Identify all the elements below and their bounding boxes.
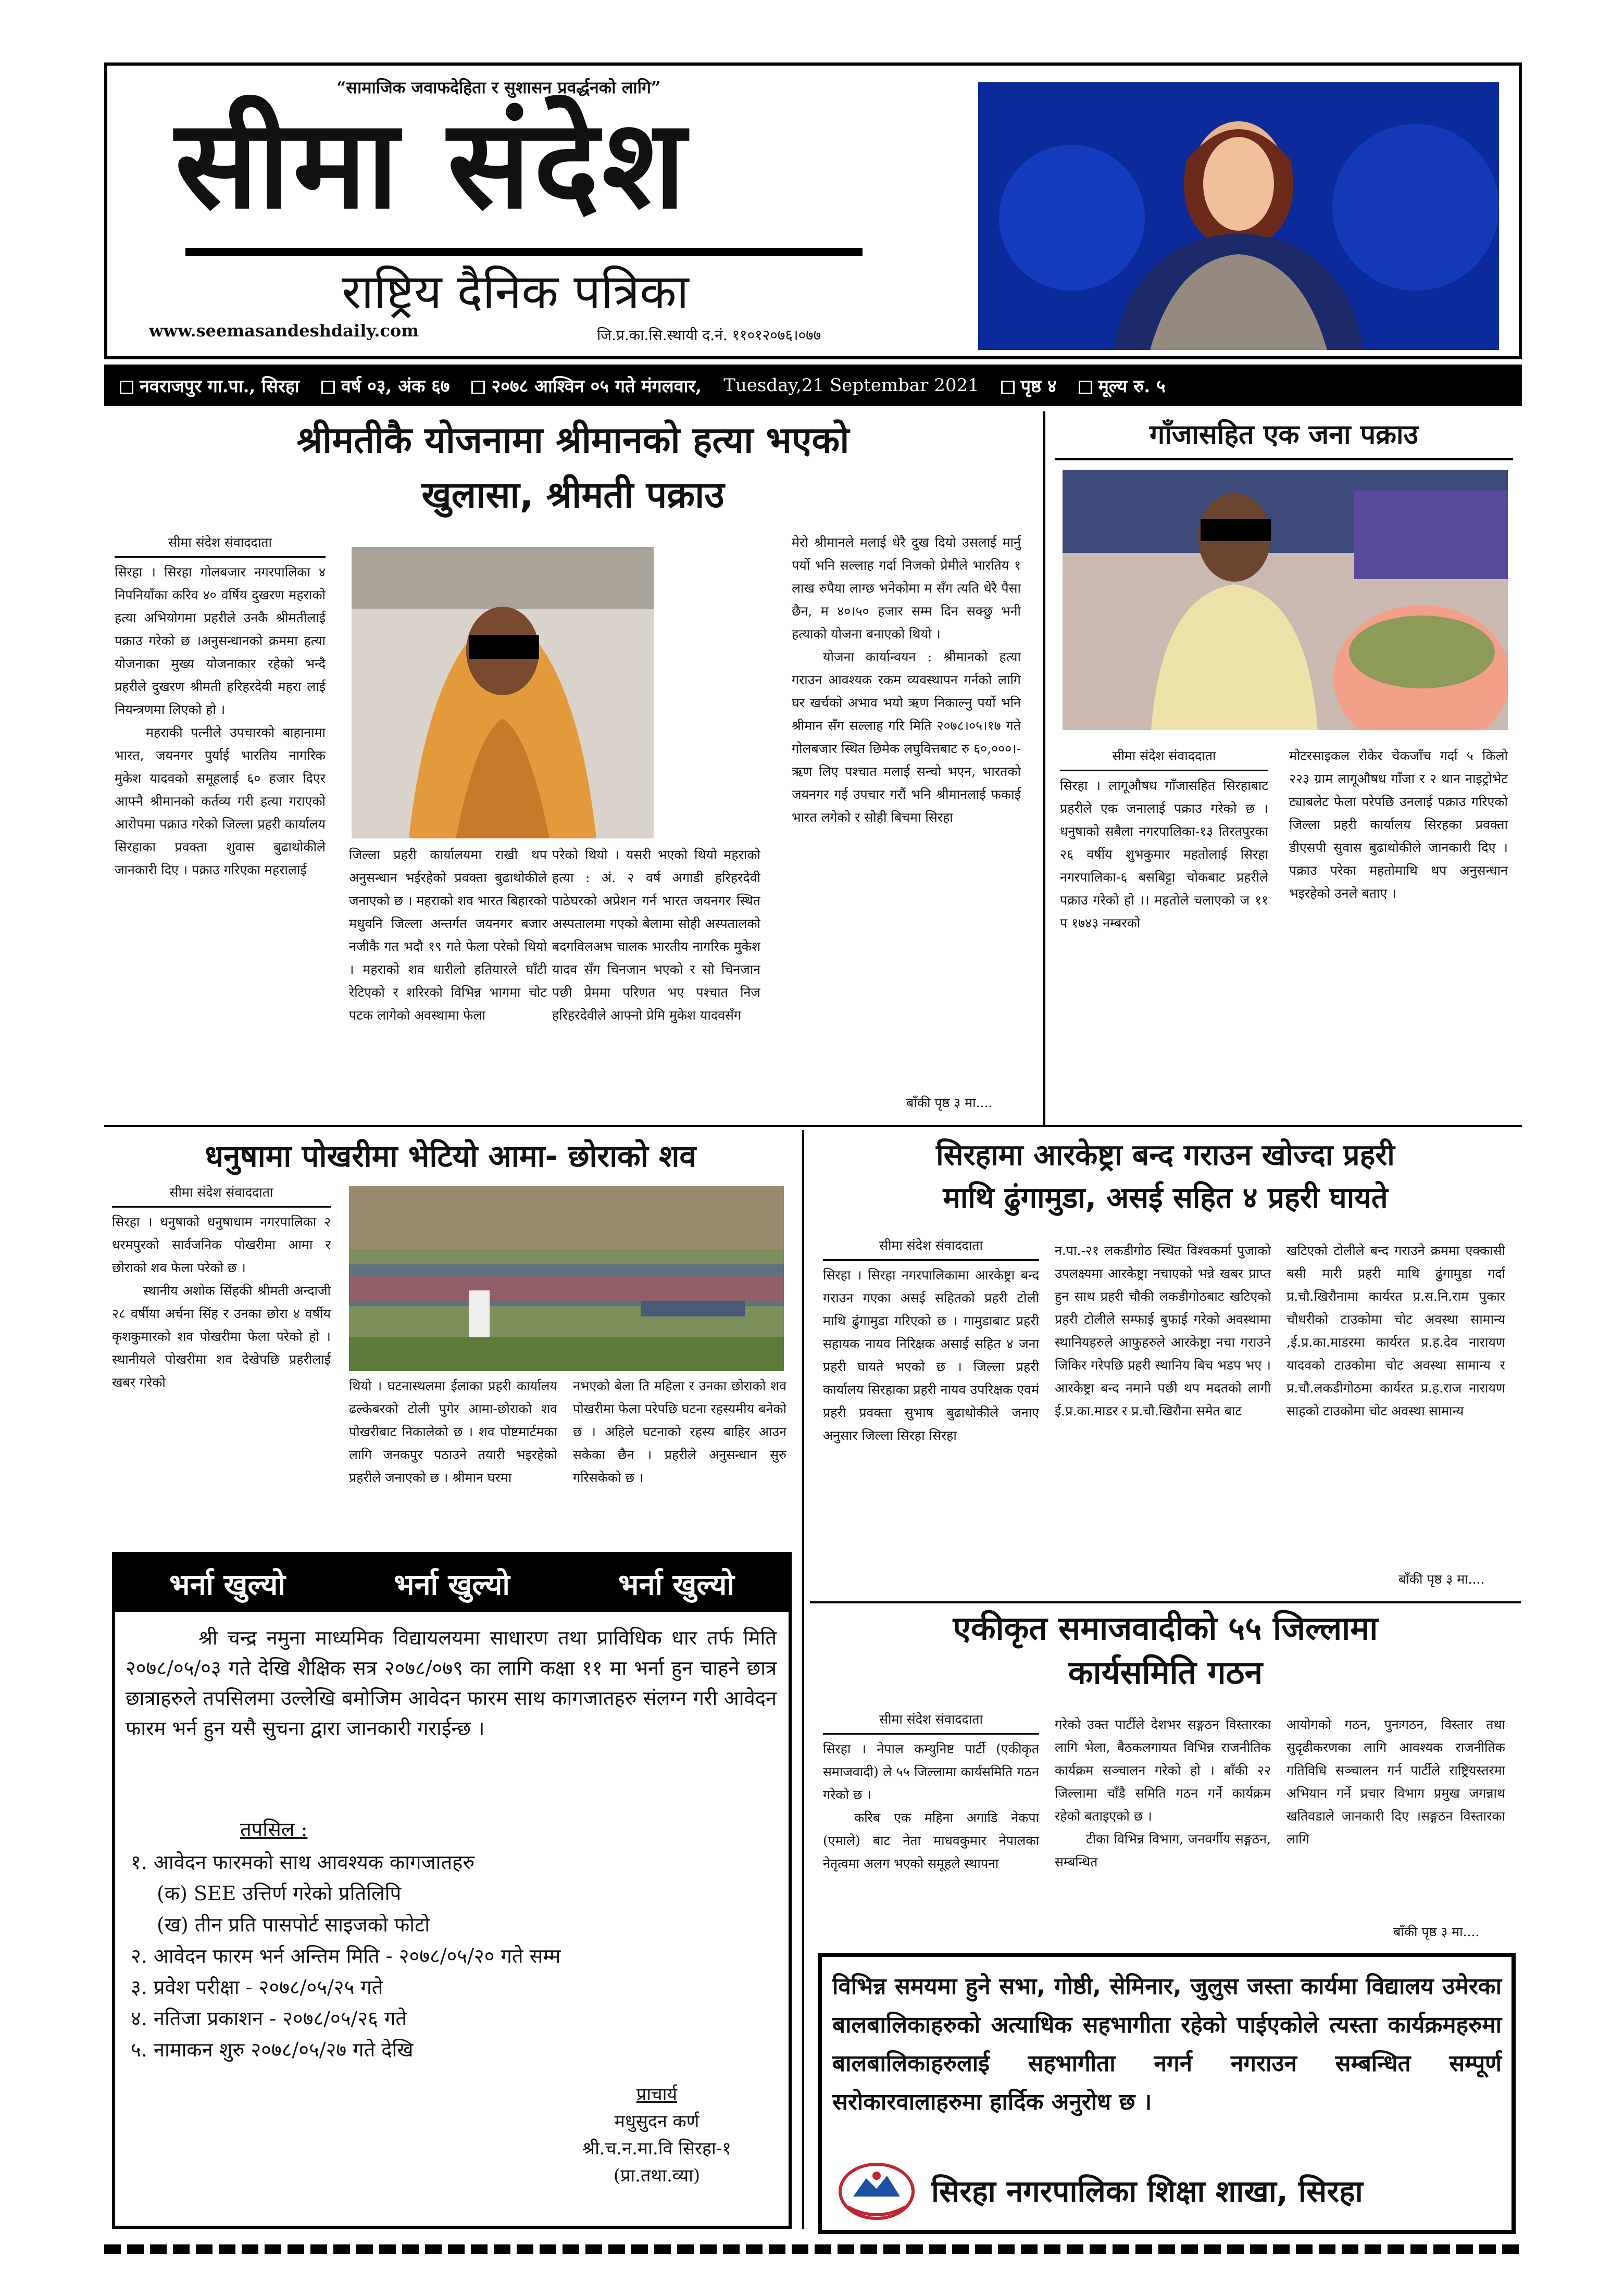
story2-headline: गाँजासहित एक जना पक्राउ [1149, 419, 1419, 450]
story3-col1b-text: स्थानीय अशोक सिंहकी श्रीमती अन्दाजी २८ वर्षीया अर्चना सिंह र उनका छोरा ४ वर्षीय कृशकुमारको शव पोखरीमा फेला परेको हो । स्थानीयले पोखरीमा शव देखेपछि प्रहरीलाई खबर गरेको [112, 1283, 331, 1390]
bottom-border [104, 2244, 1522, 2254]
story1-photo-censor [469, 635, 539, 659]
admission-tapsil: तपसिल : [240, 1818, 308, 1841]
story1-continued: बाँकी पृष्ठ ३ मा.... [906, 1095, 993, 1110]
story5-top-rule [810, 1601, 1521, 1603]
story1-col4 [792, 531, 1021, 1099]
admission-item-1b: (ख) तीन प्रति पासपोर्ट साइजको फोटो [157, 1913, 430, 1936]
story1-col1-text: सिरहा । सिरहा गोलबजार नगरपालिका ४ निपनियाँका करिव ४० वर्षिय दुखरण महराको हत्या अभियोगमा प्रहरीले उनकै श्रीमतीलाई पक्राउ गरेको छ ।अनुसन्धानको क्रममा हत्या योजनाका मुख्य योजनाकार रहेको भन्दै प्रहरीले दुखरण श्रीमती हरिहरदेवी महरा लाई नियन्त्रणमा लिएको हो । [115, 564, 326, 717]
story4-byline: सीमा संदेश संवाददाता [823, 1234, 1039, 1261]
admission-body: श्री चन्द्र नमुना माध्यमिक विद्यायलयमा साधारण तथा प्राविधिक धार तर्फ मिति २०७८/०५/०३ गते देखि शैक्षिक सत्र २०७८/०७९ का लागि कक्षा ११ मा भर्ना हुन चाहने छात्र छात्राहरुले तपसिलमा उल्लेखि बमोजिम आवेदन फारम साथ कागजातहरु संलग्न गरी आवेदन फारम भर्न हुन यसै सुचना द्वारा जानकारी गराईन्छ । [126, 1626, 777, 1740]
story3-photo [349, 1186, 784, 1371]
masthead-frame [104, 62, 1522, 359]
admission-item-3: ३. प्रवेश परीक्षा - २०७८/०५/२५ गते [131, 1976, 383, 1999]
story3-col3: नभएको बेला ति महिला र उनका छोराको शव पोखरीमा फेला परेपछि घटना रहस्यमीय बनेको छ । अहिले घटनाको रहस्य बाहिर आउन सकेका छैन । प्रहरीले अनुसन्धान सुरु गरिसकेको छ । [573, 1378, 786, 1485]
story4-col1 [823, 1234, 1039, 1594]
section-rule [104, 1125, 1522, 1127]
admission-header-2: भर्ना खुल्यो [394, 1568, 510, 1602]
signature-title: प्राचार्य [636, 2084, 678, 2105]
story5-headline-1: एकीकृत समाजवादीको ५५ जिल्लामा [953, 1609, 1378, 1647]
masthead-website[interactable]: www.seemasandeshdaily.com [149, 321, 419, 341]
datebar-location: नवराजपुर गा.पा., सिरहा [140, 376, 299, 397]
story-4 [810, 1130, 1521, 1599]
story4-continued: बाँकी पृष्ठ ३ मा.... [1398, 1572, 1485, 1587]
notice-footer: सिरहा नगरपालिका शिक्षा शाखा, सिरहा [931, 2174, 1363, 2209]
admission-header [115, 1555, 789, 1612]
story-1 [104, 411, 1042, 1120]
datebar-english-date: Tuesday,21 Septembar 2021 [723, 375, 979, 396]
story2-col1-text: सिरहा । लागूऔषध गाँजासहित सिरहाबाट प्रहरीले एक जनालाई पक्राउ गरेको छ । धनुषाको सबैला नगरपालिका-१३ तिरतपुरका २६ वर्षीय शुभकुमार महतोलाई सिरहा नगरपालिका-६ बसबिट्टा चोकबाट प्रहरीले पक्राउ गरेको हो ।। महतोले चलाएको ज ११ प १७४३ नम्बरको [1060, 778, 1268, 931]
story2-photo-censor [1201, 519, 1271, 541]
story1-col1b-text: महराकी पत्नीले उपचारको बाहानामा भारत, जयनगर पुर्याई भारतिय नागरिक मुकेश यादवको समूहलाई ६० हजार दिएर आफ्नै श्रीमानको कर्तव्य गरी हत्या गराएको आरोपमा पक्राउ गरेको जिल्ला प्रहरी कार्यालय सिरहाका प्रवक्ता शुवास बुढाथोकीले जानकारी दिए । पक्राउ गरिएका महरालाई [115, 725, 326, 877]
story2-col2: मोटरसाइकल रोकेर चेकजाँच गर्दा ५ किलो २२३ ग्राम लागूऔषध गाँजा र २ थान नाइट्रोभेट ट्याबलेट फेला परेपछि उनलाई पक्राउ गरिएको जिल्ला प्रहरी कार्यालय सिरहका प्रवक्ता डीएसपी सुवास बुढाथोकीले जानकारी दिए । पक्राउ परेका महतोमाथि थप अनुसन्धान भइरहेको उनले बताए । [1289, 748, 1508, 901]
story2-byline: सीमा संदेश संवाददाता [1060, 745, 1268, 771]
story3-col1 [112, 1181, 331, 1556]
story1-col4b-text: योजना कार्यान्वयन : श्रीमानको हत्या गराउन आवश्यक रकम व्यवस्थापन गर्नको लागि घर खर्चको अभाव भयो ऋण निकाल्नु पर्यो भनि श्रीमान सँग सल्लाह गरि मिति २०७८।०५।१७ गते गोलबजार स्थित छिमेक लघुवित्तबाट रु ६०,०००।- ऋण लिए पश्चात मलाई सन्चो भएन, भारतको जयनगर गई उपचार गरौं भनि श्रीमानलाई फकाई भारत लगेको र सोही बिचमा सिरहा [792, 649, 1021, 825]
story5-col1 [823, 1708, 1039, 1942]
admission-header-1: भर्ना खुल्यो [169, 1568, 285, 1602]
story1-col4-text: मेरो श्रीमानले मलाई धेरै दुख दियो उसलाई मार्नु पर्यो भनि सल्लाह गर्दा निजको प्रेमीले भारतिय १ लाख रुपैया लाग्छ भनेकोमा म सँग त्यति धेरै पैसा छैन, म ४०।५० हजार सम्म दिन सक्छु भनी हत्याको योजना बनाएको थियो । [792, 535, 1021, 642]
signature-school: श्री.च.न.मा.वि सिरहा-१ [582, 2138, 731, 2159]
story1-headline-1: श्रीमतीकै योजनामा श्रीमानको हत्या भएको [296, 419, 850, 461]
admission-ad [112, 1552, 792, 2229]
story4-headline-1: सिरहामा आरकेष्ट्रा बन्द गराउन खोज्दा प्रहरी [936, 1138, 1395, 1172]
story5-col2-text: गरेको उक्त पार्टीले देशभर सङ्गठन विस्तारका लागि भेला, बैठकलगायत विभिन्न राजनीतिक कार्यक्रम सञ्चालन गरेको हो । बाँकी २२ जिल्लामा चाँडै समिति गठन गर्ने कार्यक्रम रहेको बताइएको छ । [1055, 1717, 1271, 1824]
admission-signature [547, 2081, 766, 2189]
story1-col2: जिल्ला प्रहरी कार्यालयमा राखी थप अनुसन्धान भईरहेको प्रवक्ता बुढाथोकीले जनाएको छ । महराको शव भारत बिहारको मधुवनि जिल्ला अन्तर्गत जयनगर बजार नजीकै गत भदौ १९ गते फेला परेको थियो । महराको शव धारीलो हतियारले घाँटी रेटिएको र शरिरको विभिन्न भागमा चोट पटक लागेको अवस्थामा फेला [349, 847, 547, 1023]
admission-item-2: २. आवेदन फारम भर्न अन्तिम मिति - २०७८/०५/२० गते सम्म [131, 1944, 561, 1967]
masthead-title: सीमा संदेश [175, 93, 689, 236]
story1-byline: सीमा संदेश संवाददाता [115, 531, 326, 558]
story2-photo [1063, 470, 1508, 730]
date-bar [104, 365, 1522, 406]
story5-continued: बाँकी पृष्ठ ३ मा.... [1393, 1924, 1480, 1939]
masthead-slogan: “सामाजिक जवाफदेहिता र सुशासन प्रवर्द्धनको लागि” [336, 78, 661, 97]
signature-name: मधुसुदन कर्ण [614, 2111, 699, 2132]
municipality-logo [838, 2160, 916, 2223]
story3-headline: धनुषामा पोखरीमा भेटियो आमा- छोराको शव [205, 1138, 696, 1174]
column-divider-2 [802, 1130, 804, 2229]
story5-byline: सीमा संदेश संवाददाता [823, 1708, 1039, 1735]
story1-col1 [115, 531, 326, 1114]
datebar-nepali-date: २०७८ आश्विन ०५ गते मंगलवार, [491, 376, 702, 397]
story5-col1-text: सिरहा । नेपाल कम्युनिष्ट पार्टी (एकीकृत समाजवादी) ले ५५ जिल्लामा कार्यसमिति गठन गरेको छ । [823, 1741, 1039, 1802]
masthead-registration: जि.प्र.का.सि.स्थायी द.नं. ११०१२०७६।०७७ [597, 327, 821, 344]
notice-text: विभिन्न समयमा हुने सभा, गोष्ठी, सेमिनार, जुलुस जस्ता कार्यमा विद्यालय उमेरका बालबालिकाहरुको अत्याधिक सहभागीता रहेको पाईएकोले त्यस्ता कार्यक्रमहरुमा बालबालिकाहरुलाई सहभागीता नगर्न नगराउन सम्बन्धित सम्पूर्ण सरोकारवालाहरुमा हार्दिक अनुरोध छ । [832, 1973, 1502, 2115]
story4-col2: न.पा.-२१ लकडीगोठ स्थित विश्वकर्मा पुजाको उपलक्ष्यमा आरकेष्ट्रा नचाएको भन्ने खबर प्राप्त हुन साथ प्रहरी चौकी लकडीगोठबाट खटिएको प्रहरी टोलीले सम्फाई बुफाई गरेको अवस्थामा स्थानियहरुले आफुहरुले आरकेष्ट्रा नचा गराउने जिकिर गरेपछि प्रहरी स्थानिय बिच भडप भए । आरकेष्ट्रा बन्द नमाने पछी थप मदतको लागी ई.प्र.का.माडर र प्र.चौ.खिरौना समेत बाट [1055, 1243, 1271, 1419]
story5-col2 [1055, 1713, 1271, 1942]
story2-col1 [1060, 745, 1268, 1109]
story-2 [1050, 411, 1518, 1120]
admission-header-3: भर्ना खुल्यो [618, 1568, 734, 1602]
masthead-subtitle: राष्ट्रिय दैनिक पत्रिका [342, 264, 689, 320]
story5-col2b-text: टीका विभिन्न विभाग, जनवर्गीय सङ्गठन, सम्बन्धित [1055, 1831, 1271, 1870]
datebar-volume: वर्ष ०३, अंक ६७ [341, 376, 450, 397]
masthead-rule [185, 248, 863, 256]
signature-stream: (प्रा.तथा.व्या) [613, 2165, 701, 2186]
admission-items [131, 1847, 782, 2065]
story5-headline-2: कार्यसमिति गठन [1068, 1653, 1263, 1691]
story4-col3: खटिएको टोलीले बन्द गराउने क्रममा एक्कासी बसी मारी प्रहरी माथि ढुंगामुडा गर्दा प्र.चौ.खिरौनामा कार्यरत प्र.स.नि.राम पुकार चौधरीको टाउकोमा चोट अवस्था सामान्य ,ई.प्र.का.माडरमा कार्यरत प्र.ह.देव नारायण यादवको टाउकोमा चोट अवस्था सामान्य र प्र.चौ.लकडीगोठमा कार्यरत प्र.ह.राज नारायण साहको टाउकोमा चोट अवस्था सामान्य [1286, 1243, 1505, 1419]
story4-col1-text: सिरहा । सिरहा नगरपालिकामा आरकेष्ट्रा बन्द गराउन गएका असई सहितको प्रहरी टोली माथि ढुंगामुडा गरिएको छ । गामुडाबाट प्रहरी सहायक नायव निरिक्षक असाई सहित ४ जना प्रहरी घायते भएको छ । जिल्ला प्रहरी कार्यालय सिरहाका प्रहरी नायव उपरिक्षक एवमं प्रहरी प्रवक्ता सुभाष बुढाथोकीले जनाए अनुसार जिल्ला सिरहा सिरहा [823, 1268, 1039, 1443]
story2-headline-rule [1055, 458, 1513, 460]
story3-col1-text: सिरहा । धनुषाको धनुषाधाम नगरपालिका २ धरमपुरको सार्वजनिक पोखरीमा आमा र छोराको शव फेला परेको छ । [112, 1214, 331, 1275]
story1-headline-2: खुलासा, श्रीमती पक्राउ [421, 473, 724, 516]
story3-col2: थियो । घटनास्थलमा ईलाका प्रहरी कार्यालय ढल्केबरको टोली पुगेर आमा-छोराको शव पोखरीबाट निकालेको छ । शव पोष्टमार्टमका लागि जनकपुर पठाउने तयारी भइरहेको प्रहरीले जनाएको छ । श्रीमान घरमा [349, 1378, 557, 1485]
datebar-price: मूल्य रु. ५ [1098, 376, 1166, 397]
notice-ad [818, 1953, 1516, 2234]
admission-item-1: १. आवेदन फारमको साथ आवश्यक कागजातहरु [131, 1851, 475, 1874]
admission-item-1a: (क) SEE उत्तिर्ण गरेको प्रतिलिपि [157, 1882, 402, 1905]
story4-headline-2: माथि ढुंगामुडा, असई सहित ४ प्रहरी घायते [943, 1181, 1388, 1215]
datebar-pages: पृष्ठ ४ [1020, 376, 1057, 397]
masthead-anchor-photo [978, 82, 1499, 350]
story5-col3: आयोगको गठन, पुनःगठन, विस्तार तथा सुदृढीकरणका लागि आवश्यक राजनीतिक गतिविधि सञ्चालन गर्न पार्टीले राष्ट्रियस्तरमा अभियान गर्ने प्रचार विभाग प्रमुख जगन्नाथ खतिवडाले जानकारी दिए ।सङ्गठन विस्तारका लागि [1286, 1717, 1505, 1847]
story1-photo [352, 547, 654, 838]
story1-col3: परेको थियो । यसरी भएको थियो महराको हत्या : अं. २ वर्ष अगाडी हरिहरदेवी पाठेघरको अप्रेशन गर्न भारत जयनगर स्थित अस्पतालमा गएको बेलामा सोही अस्पतालको बदगविलअभ चालक भारतीय नागरिक मुकेश यादव सँग चिनजान भएको र सो चिनजान पछी प्रेममा परिणत भए पश्चात निज हरिहरदेवीले आफ्नो प्रेमि मुकेश यादवसँग [552, 847, 760, 1023]
column-divider [1043, 411, 1045, 1125]
story-3 [104, 1130, 797, 1557]
story5-col1b-text: करिब एक महिना अगाडि नेकपा (एमाले) बाट नेता माधवकुमार नेपालका नेतृत्वमा अलग भएको समूहले स्थापना [823, 1810, 1039, 1871]
admission-item-5: ५. नामाकन शुरु २०७८/०५/२७ गते देखि [131, 2038, 414, 2061]
story-5 [810, 1604, 1521, 1948]
story3-byline: सीमा संदेश संवाददाता [112, 1181, 331, 1208]
admission-item-4: ४. नतिजा प्रकाशन - २०७८/०५/२६ गते [131, 2007, 407, 2030]
